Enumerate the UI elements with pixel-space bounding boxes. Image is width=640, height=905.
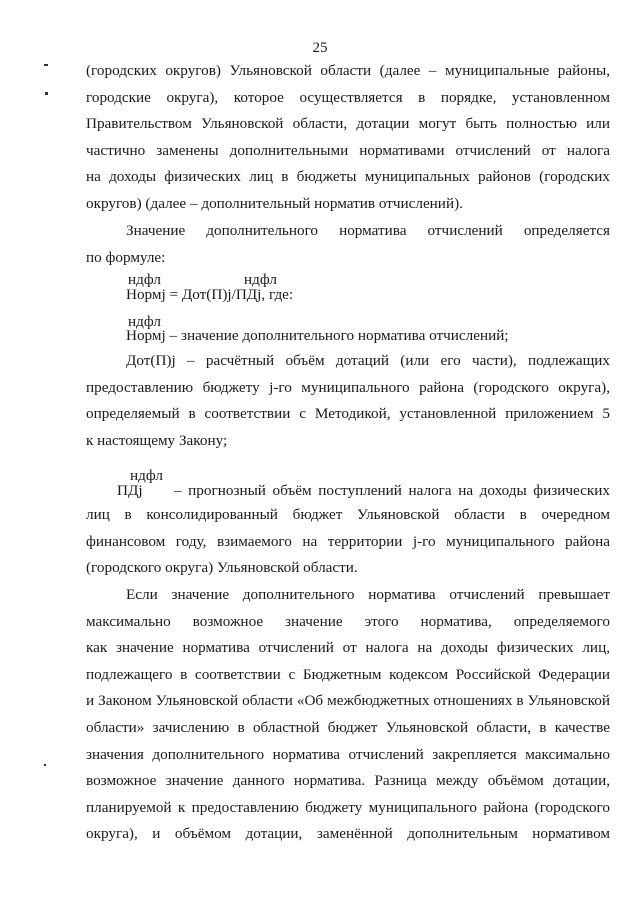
text-line: городские округа), которое осуществляется в порядке, установленном [86, 88, 610, 106]
definition-symbol: ПДj [117, 482, 143, 499]
text-line: подлежащего в соответствии с Бюджетным кодексом Российской Федерации [86, 665, 610, 683]
text-line: Если значение дополнительного норматива отчислений превышает [126, 586, 610, 603]
scan-mark [44, 64, 48, 66]
definition-pd: – прогнозный объём поступлений налога на доходы физических [174, 482, 610, 499]
text-line: к настоящему Закону; [86, 431, 228, 449]
text-line: округа), и объёмом дотации, заменённой дополнительным нормативом [86, 825, 610, 843]
definition-superscript: ндфл [128, 313, 161, 330]
formula-superscript: ндфл [128, 271, 161, 288]
definition-norm: Нормj – значение дополнительного норматива отчислений; [126, 327, 509, 344]
text-line: значения дополнительного норматива отчислений закрепляется максимально [86, 745, 610, 763]
text-line: максимально возможное значение этого норматива, определяемого [86, 612, 610, 630]
paragraph-4 [86, 502, 610, 582]
text-line: области» зачислению в областной бюджет Ульяновской области, в качестве [86, 718, 610, 736]
definition-superscript: ндфл [130, 467, 163, 484]
text-line: Дот(П)j – расчётный объём дотаций (или его части), подлежащих [126, 352, 610, 369]
formula-superscript: ндфл [244, 271, 277, 288]
scan-mark [44, 764, 46, 766]
text-line: планируемой к предоставлению бюджету муниципального района (городского [86, 798, 610, 816]
text-line: округов) (далее – дополнительный норматив отчислений). [86, 194, 463, 212]
paragraph-5 [86, 582, 610, 848]
text-line: Правительством Ульяновской области, дотации могут быть полностью или [86, 115, 610, 133]
text-line: по формуле: [86, 248, 166, 266]
text-line: определяемый в соответствии с Методикой, установленной приложением 5 [86, 405, 610, 423]
text-line: (городского округа) Ульяновской области. [86, 559, 358, 577]
text-line: на доходы физических лиц в бюджеты муниципальных районов (городских [86, 168, 610, 186]
text-line: возможное значение данного норматива. Разница между объёмом дотации, [86, 772, 610, 790]
text-line: Значение дополнительного норматива отчислений определяется [126, 222, 610, 239]
paragraph-3 [86, 348, 610, 454]
text-line: лиц в консолидированный бюджет Ульяновской области в очередном [86, 506, 610, 523]
formula: Нормj = Дот(П)j/ПДj, где: [126, 286, 294, 303]
text-line: и Законом Ульяновской области «Об межбюджетных отношениях в Ульяновской [86, 692, 610, 710]
scan-mark [45, 92, 48, 95]
page-number: 25 [312, 40, 328, 56]
text-line: (городских округов) Ульяновской области (далее – муниципальные районы, [86, 62, 610, 79]
text-line: финансовом году, взимаемого на территории j-го муниципального района [86, 532, 610, 550]
paragraph-1 [86, 58, 610, 218]
text-line: предоставлению бюджету j-го муниципального района (городского округа), [86, 378, 610, 396]
text-line: как значение норматива отчислений от налога на доходы физических лиц, [86, 639, 610, 657]
paragraph-2 [86, 218, 610, 271]
text-line: частично заменены дополнительными нормативами отчислений от налога [86, 141, 610, 159]
